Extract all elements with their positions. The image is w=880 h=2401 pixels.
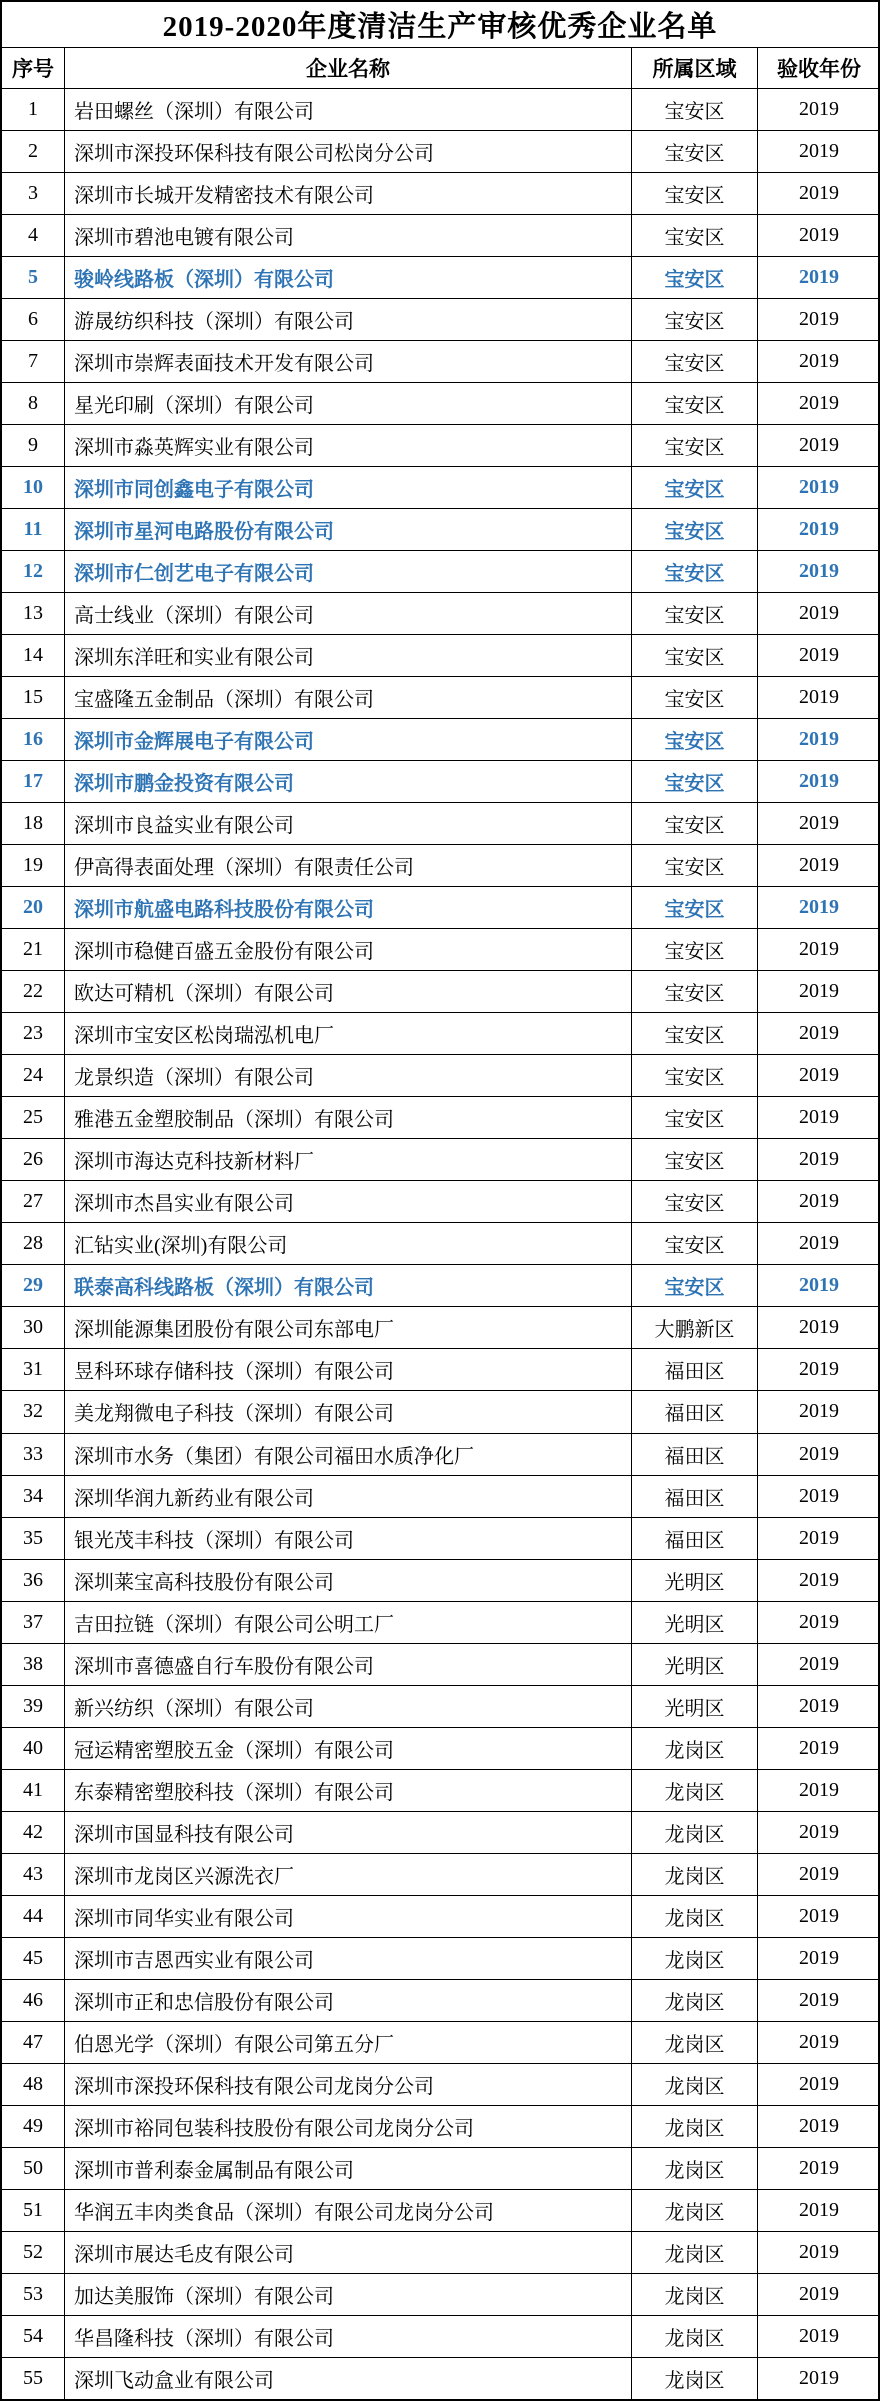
row-number-cell: 12 (23, 560, 43, 583)
table-row (2, 1769, 878, 1811)
year-cell: 2019 (757, 2316, 880, 2357)
table-row (2, 2315, 878, 2357)
company-name-cell: 华昌隆科技（深圳）有限公司 (64, 2316, 631, 2357)
district-cell: 宝安区 (631, 215, 757, 256)
table-row (2, 1054, 878, 1096)
table-row (2, 1138, 878, 1180)
table-row (2, 1727, 878, 1769)
company-name-cell: 岩田螺丝（深圳）有限公司 (64, 89, 631, 130)
district-cell: 大鹏新区 (631, 1307, 757, 1348)
year-cell: 2019 (757, 2190, 880, 2231)
year-cell: 2019 (757, 2358, 880, 2399)
company-name-cell: 深圳市深投环保科技有限公司松岗分公司 (64, 131, 631, 172)
district-cell: 龙岗区 (631, 1728, 757, 1769)
table-row (2, 1264, 878, 1306)
table-row (2, 760, 878, 802)
company-name-cell: 银光茂丰科技（深圳）有限公司 (64, 1518, 631, 1559)
year-cell: 2019 (757, 299, 880, 340)
table-row (2, 1685, 878, 1727)
row-number-cell: 4 (28, 224, 38, 247)
table-row (2, 1475, 878, 1517)
row-number-cell: 52 (23, 2240, 43, 2263)
year-cell: 2019 (757, 383, 880, 424)
company-name-cell: 深圳飞动盒业有限公司 (64, 2358, 631, 2399)
year-cell: 2019 (757, 1896, 880, 1937)
row-number-cell: 40 (23, 1736, 43, 1759)
company-name-cell: 深圳市崇辉表面技术开发有限公司 (64, 341, 631, 382)
district-cell: 龙岗区 (631, 2190, 757, 2231)
year-cell: 2019 (757, 1307, 880, 1348)
table-row (2, 2189, 878, 2231)
company-name-cell: 深圳市喜德盛自行车股份有限公司 (64, 1644, 631, 1685)
table-row (2, 634, 878, 676)
table-header (2, 47, 878, 88)
district-cell: 福田区 (631, 1391, 757, 1432)
table-row (2, 340, 878, 382)
company-name-cell: 深圳市展达毛皮有限公司 (64, 2232, 631, 2273)
table-row (2, 1306, 878, 1348)
year-cell: 2019 (757, 2022, 880, 2063)
year-cell: 2019 (757, 1854, 880, 1895)
table-row (2, 508, 878, 550)
row-number-cell: 39 (23, 1694, 43, 1717)
district-cell: 光明区 (631, 1644, 757, 1685)
company-name-cell: 伯恩光学（深圳）有限公司第五分厂 (64, 2022, 631, 2063)
company-name-cell: 深圳市普利泰金属制品有限公司 (64, 2148, 631, 2189)
district-cell: 宝安区 (631, 425, 757, 466)
district-cell: 宝安区 (631, 1139, 757, 1180)
row-number-cell: 31 (23, 1358, 43, 1381)
row-number-cell: 16 (23, 728, 43, 751)
header-no: 序号 (12, 57, 54, 81)
row-number-cell: 38 (23, 1652, 43, 1675)
row-number-cell: 48 (23, 2072, 43, 2095)
district-cell: 光明区 (631, 1686, 757, 1727)
table-row (2, 550, 878, 592)
year-cell: 2019 (757, 2148, 880, 2189)
year-cell: 2019 (757, 89, 880, 130)
row-number-cell: 21 (23, 938, 43, 961)
company-name-cell: 深圳市国显科技有限公司 (64, 1812, 631, 1853)
year-cell: 2019 (757, 1644, 880, 1685)
year-cell: 2019 (757, 341, 880, 382)
row-number-cell: 36 (23, 1568, 43, 1591)
row-number-cell: 49 (23, 2114, 43, 2137)
company-name-cell: 雅港五金塑胶制品（深圳）有限公司 (64, 1097, 631, 1138)
company-name-cell: 深圳市同华实业有限公司 (64, 1896, 631, 1937)
row-number-cell: 17 (23, 770, 43, 793)
district-cell: 宝安区 (631, 467, 757, 508)
year-cell: 2019 (757, 551, 880, 592)
company-name-cell: 深圳市稳健百盛五金股份有限公司 (64, 929, 631, 970)
year-cell: 2019 (757, 845, 880, 886)
district-cell: 宝安区 (631, 845, 757, 886)
district-cell: 龙岗区 (631, 1770, 757, 1811)
row-number-cell: 33 (23, 1442, 43, 1465)
district-cell: 龙岗区 (631, 2358, 757, 2399)
company-name-cell: 冠运精密塑胶五金（深圳）有限公司 (64, 1728, 631, 1769)
row-number-cell: 18 (23, 812, 43, 835)
table-row (2, 592, 878, 634)
table-row (2, 1096, 878, 1138)
year-cell: 2019 (757, 131, 880, 172)
table-row (2, 1601, 878, 1643)
district-cell: 宝安区 (631, 341, 757, 382)
year-cell: 2019 (757, 1265, 880, 1306)
year-cell: 2019 (757, 1518, 880, 1559)
year-cell: 2019 (757, 761, 880, 802)
table-row (2, 1012, 878, 1054)
company-name-cell: 深圳市水务（集团）有限公司福田水质净化厂 (64, 1434, 631, 1475)
row-number-cell: 8 (28, 392, 38, 415)
row-number-cell: 22 (23, 980, 43, 1003)
table-row (2, 298, 878, 340)
table-title: 2019-2020年度清洁生产审核优秀企业名单 (162, 11, 718, 43)
company-name-cell: 深圳市龙岗区兴源洗衣厂 (64, 1854, 631, 1895)
table-row (2, 1390, 878, 1432)
district-cell: 宝安区 (631, 803, 757, 844)
company-name-cell: 龙景织造（深圳）有限公司 (64, 1055, 631, 1096)
year-cell: 2019 (757, 1476, 880, 1517)
company-name-cell: 深圳莱宝高科技股份有限公司 (64, 1560, 631, 1601)
row-number-cell: 7 (28, 350, 38, 373)
company-name-cell: 新兴纺织（深圳）有限公司 (64, 1686, 631, 1727)
district-cell: 龙岗区 (631, 1980, 757, 2021)
table-row (2, 802, 878, 844)
year-cell: 2019 (757, 1938, 880, 1979)
year-cell: 2019 (757, 509, 880, 550)
company-name-cell: 深圳华润九新药业有限公司 (64, 1476, 631, 1517)
company-name-cell: 深圳市航盛电路科技股份有限公司 (64, 887, 631, 928)
district-cell: 宝安区 (631, 383, 757, 424)
row-number-cell: 44 (23, 1904, 43, 1927)
row-number-cell: 23 (23, 1022, 43, 1045)
company-name-cell: 深圳市碧池电镀有限公司 (64, 215, 631, 256)
year-cell: 2019 (757, 887, 880, 928)
company-name-cell: 深圳市金辉展电子有限公司 (64, 719, 631, 760)
year-cell: 2019 (757, 2232, 880, 2273)
year-cell: 2019 (757, 635, 880, 676)
company-name-cell: 深圳市淼英辉实业有限公司 (64, 425, 631, 466)
district-cell: 宝安区 (631, 551, 757, 592)
company-name-cell: 深圳市正和忠信股份有限公司 (64, 1980, 631, 2021)
company-name-cell: 深圳东洋旺和实业有限公司 (64, 635, 631, 676)
table-row (2, 2273, 878, 2315)
company-name-cell: 东泰精密塑胶科技（深圳）有限公司 (64, 1770, 631, 1811)
company-name-cell: 深圳市深投环保科技有限公司龙岗分公司 (64, 2064, 631, 2105)
table-row (2, 256, 878, 298)
row-number-cell: 47 (23, 2030, 43, 2053)
district-cell: 宝安区 (631, 677, 757, 718)
row-number-cell: 5 (28, 266, 38, 289)
row-number-cell: 29 (23, 1274, 43, 1297)
table-row (2, 1222, 878, 1264)
row-number-cell: 37 (23, 1610, 43, 1633)
row-number-cell: 45 (23, 1946, 43, 1969)
row-number-cell: 43 (23, 1862, 43, 1885)
company-name-cell: 深圳市裕同包装科技股份有限公司龙岗分公司 (64, 2106, 631, 2147)
table-row (2, 382, 878, 424)
year-cell: 2019 (757, 929, 880, 970)
district-cell: 龙岗区 (631, 2274, 757, 2315)
company-name-cell: 深圳市同创鑫电子有限公司 (64, 467, 631, 508)
district-cell: 宝安区 (631, 1055, 757, 1096)
company-name-cell: 汇钻实业(深圳)有限公司 (64, 1223, 631, 1264)
company-name-cell: 深圳市仁创艺电子有限公司 (64, 551, 631, 592)
header-year: 验收年份 (757, 48, 880, 88)
table-row (2, 2357, 878, 2399)
company-name-cell: 欧达可精机（深圳）有限公司 (64, 971, 631, 1012)
row-number-cell: 19 (23, 854, 43, 877)
company-name-cell: 伊高得表面处理（深圳）有限责任公司 (64, 845, 631, 886)
year-cell: 2019 (757, 1602, 880, 1643)
company-name-cell: 宝盛隆五金制品（深圳）有限公司 (64, 677, 631, 718)
year-cell: 2019 (757, 719, 880, 760)
row-number-cell: 35 (23, 1526, 43, 1549)
company-name-cell: 深圳市良益实业有限公司 (64, 803, 631, 844)
district-cell: 宝安区 (631, 761, 757, 802)
row-number-cell: 27 (23, 1190, 43, 1213)
company-name-cell: 深圳市星河电路股份有限公司 (64, 509, 631, 550)
year-cell: 2019 (757, 1181, 880, 1222)
table-row (2, 1559, 878, 1601)
table-row (2, 2021, 878, 2063)
table-row (2, 88, 878, 130)
company-name-cell: 加达美服饰（深圳）有限公司 (64, 2274, 631, 2315)
row-number-cell: 51 (23, 2198, 43, 2221)
company-name-cell: 骏岭线路板（深圳）有限公司 (64, 257, 631, 298)
year-cell: 2019 (757, 1013, 880, 1054)
row-number-cell: 1 (28, 98, 38, 120)
table-row (2, 172, 878, 214)
year-cell: 2019 (757, 2106, 880, 2147)
company-name-cell: 深圳市海达克科技新材料厂 (64, 1139, 631, 1180)
year-cell: 2019 (757, 1812, 880, 1853)
year-cell: 2019 (757, 257, 880, 298)
table-row (2, 130, 878, 172)
table-row (2, 1811, 878, 1853)
year-cell: 2019 (757, 1728, 880, 1769)
company-name-cell: 深圳能源集团股份有限公司东部电厂 (64, 1307, 631, 1348)
row-number-cell: 14 (23, 644, 43, 667)
table-row (2, 886, 878, 928)
district-cell: 宝安区 (631, 299, 757, 340)
district-cell: 宝安区 (631, 173, 757, 214)
row-number-cell: 55 (23, 2366, 43, 2389)
district-cell: 宝安区 (631, 1181, 757, 1222)
district-cell: 宝安区 (631, 971, 757, 1012)
row-number-cell: 6 (28, 308, 38, 331)
row-number-cell: 30 (23, 1316, 43, 1339)
district-cell: 龙岗区 (631, 2148, 757, 2189)
district-cell: 光明区 (631, 1560, 757, 1601)
table-row (2, 1937, 878, 1979)
company-name-cell: 游晟纺织科技（深圳）有限公司 (64, 299, 631, 340)
company-name-cell: 华润五丰肉类食品（深圳）有限公司龙岗分公司 (64, 2190, 631, 2231)
year-cell: 2019 (757, 2274, 880, 2315)
year-cell: 2019 (757, 1686, 880, 1727)
company-name-cell: 深圳市吉恩西实业有限公司 (64, 1938, 631, 1979)
district-cell: 宝安区 (631, 1265, 757, 1306)
company-name-cell: 深圳市宝安区松岗瑞泓机电厂 (64, 1013, 631, 1054)
table-row (2, 466, 878, 508)
table-row (2, 1895, 878, 1937)
year-cell: 2019 (757, 593, 880, 634)
year-cell: 2019 (757, 971, 880, 1012)
year-cell: 2019 (757, 1139, 880, 1180)
company-name-cell: 联泰高科线路板（深圳）有限公司 (64, 1265, 631, 1306)
year-cell: 2019 (757, 1349, 880, 1390)
table-row (2, 844, 878, 886)
row-number-cell: 25 (23, 1106, 43, 1129)
district-cell: 龙岗区 (631, 2316, 757, 2357)
row-number-cell: 11 (23, 518, 43, 541)
district-cell: 龙岗区 (631, 1812, 757, 1853)
district-cell: 宝安区 (631, 1013, 757, 1054)
year-cell: 2019 (757, 1391, 880, 1432)
table-body (2, 88, 878, 2399)
table-row (2, 2231, 878, 2273)
year-cell: 2019 (757, 2064, 880, 2105)
row-number-cell: 42 (23, 1820, 43, 1843)
district-cell: 龙岗区 (631, 1896, 757, 1937)
district-cell: 福田区 (631, 1434, 757, 1475)
year-cell: 2019 (757, 1434, 880, 1475)
year-cell: 2019 (757, 1223, 880, 1264)
row-number-cell: 13 (23, 602, 43, 625)
row-number-cell: 26 (23, 1148, 43, 1171)
district-cell: 福田区 (631, 1349, 757, 1390)
year-cell: 2019 (757, 1980, 880, 2021)
row-number-cell: 46 (23, 1988, 43, 2011)
district-cell: 龙岗区 (631, 2064, 757, 2105)
company-name-cell: 昱科环球存储科技（深圳）有限公司 (64, 1349, 631, 1390)
year-cell: 2019 (757, 1560, 880, 1601)
company-name-cell: 深圳市杰昌实业有限公司 (64, 1181, 631, 1222)
table-row (2, 1180, 878, 1222)
table-row (2, 1979, 878, 2021)
table-row (2, 424, 878, 466)
district-cell: 龙岗区 (631, 1854, 757, 1895)
header-district: 所属区域 (631, 48, 757, 88)
district-cell: 宝安区 (631, 89, 757, 130)
row-number-cell: 10 (23, 476, 43, 499)
company-name-cell: 深圳市长城开发精密技术有限公司 (64, 173, 631, 214)
year-cell: 2019 (757, 1055, 880, 1096)
district-cell: 宝安区 (631, 509, 757, 550)
row-number-cell: 20 (23, 896, 43, 919)
row-number-cell: 15 (23, 686, 43, 709)
district-cell: 宝安区 (631, 929, 757, 970)
district-cell: 龙岗区 (631, 2106, 757, 2147)
district-cell: 光明区 (631, 1602, 757, 1643)
year-cell: 2019 (757, 215, 880, 256)
year-cell: 2019 (757, 467, 880, 508)
row-number-cell: 34 (23, 1484, 43, 1507)
district-cell: 宝安区 (631, 1223, 757, 1264)
company-name-cell: 高士线业（深圳）有限公司 (64, 593, 631, 634)
table-row (2, 2147, 878, 2189)
table-row (2, 718, 878, 760)
table-row (2, 676, 878, 718)
table-row (2, 2063, 878, 2105)
company-name-cell: 吉田拉链（深圳）有限公司公明工厂 (64, 1602, 631, 1643)
year-cell: 2019 (757, 803, 880, 844)
district-cell: 宝安区 (631, 131, 757, 172)
row-number-cell: 2 (28, 140, 38, 163)
district-cell: 宝安区 (631, 1097, 757, 1138)
table-row (2, 928, 878, 970)
year-cell: 2019 (757, 677, 880, 718)
year-cell: 2019 (757, 1770, 880, 1811)
company-name-cell: 美龙翔微电子科技（深圳）有限公司 (64, 1391, 631, 1432)
row-number-cell: 41 (23, 1778, 43, 1801)
district-cell: 龙岗区 (631, 2232, 757, 2273)
table-row (2, 1348, 878, 1390)
district-cell: 宝安区 (631, 593, 757, 634)
year-cell: 2019 (757, 425, 880, 466)
district-cell: 福田区 (631, 1518, 757, 1559)
table-row (2, 1853, 878, 1895)
company-name-cell: 深圳市鹏金投资有限公司 (64, 761, 631, 802)
row-number-cell: 28 (23, 1232, 43, 1255)
table-row (2, 214, 878, 256)
row-number-cell: 24 (23, 1064, 43, 1087)
row-number-cell: 3 (28, 182, 38, 205)
table-row (2, 1433, 878, 1475)
company-name-cell: 星光印刷（深圳）有限公司 (64, 383, 631, 424)
district-cell: 龙岗区 (631, 2022, 757, 2063)
row-number-cell: 50 (23, 2156, 43, 2179)
district-cell: 宝安区 (631, 887, 757, 928)
district-cell: 福田区 (631, 1476, 757, 1517)
table-row (2, 1643, 878, 1685)
row-number-cell: 53 (23, 2282, 43, 2305)
row-number-cell: 9 (28, 434, 38, 457)
district-cell: 宝安区 (631, 635, 757, 676)
row-number-cell: 54 (23, 2324, 43, 2347)
header-company-name: 企业名称 (64, 48, 631, 88)
year-cell: 2019 (757, 1097, 880, 1138)
district-cell: 宝安区 (631, 719, 757, 760)
row-number-cell: 32 (23, 1400, 43, 1423)
district-cell: 龙岗区 (631, 1938, 757, 1979)
district-cell: 宝安区 (631, 257, 757, 298)
table-row (2, 970, 878, 1012)
table-row (2, 1517, 878, 1559)
table-row (2, 2105, 878, 2147)
year-cell: 2019 (757, 173, 880, 214)
